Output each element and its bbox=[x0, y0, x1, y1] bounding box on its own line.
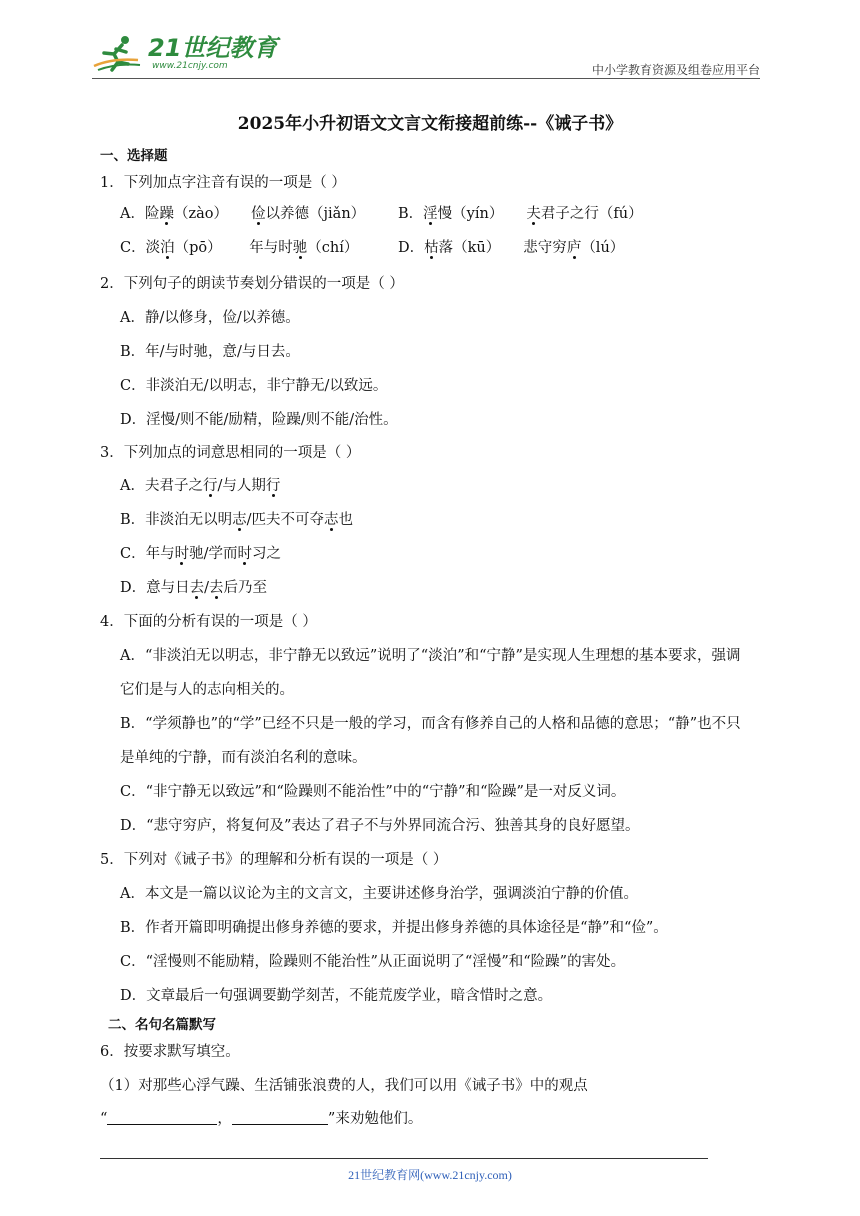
question-4-stem: 4．下面的分析有误的一项是（ ） bbox=[100, 614, 317, 630]
q1-option-d: D．枯落（kū） 悲守穷庐（lú） bbox=[398, 240, 625, 256]
q3-option-d: D．意与日去/去后乃至 bbox=[120, 580, 268, 596]
question-6-stem: 6．按要求默写填空。 bbox=[100, 1044, 240, 1060]
q2-option-d: D．淫慢/则不能/励精，险躁/则不能/治性。 bbox=[120, 412, 398, 428]
q4-option-d: D．“悲守穷庐，将复何及”表达了君子不与外界同流合污、独善其身的良好愿望。 bbox=[120, 818, 640, 834]
q6-part1-answer-line bbox=[100, 1108, 422, 1130]
q3-option-a: A．夫君子之行/与人期行 bbox=[120, 478, 281, 494]
q4-option-c: C．“非宁静无以致远”和“险躁则不能治性”中的“宁静”和“险躁”是一对反义词。 bbox=[120, 784, 626, 800]
q4-option-b-line2: 是单纯的宁静，而有淡泊名利的意味。 bbox=[120, 750, 367, 766]
q3-option-b: B．非淡泊无以明志/匹夫不可夺志也 bbox=[120, 512, 354, 528]
q2-option-c: C．非淡泊无/以明志，非宁静无/以致远。 bbox=[120, 378, 388, 394]
q5-option-b: B．作者开篇即明确提出修身养德的要求，并提出修身养德的具体途径是“静”和“俭”。 bbox=[120, 920, 668, 936]
logo-text: 21世纪教育 bbox=[148, 34, 278, 62]
comma: ， bbox=[217, 1111, 232, 1127]
q6-part1-prompt: （1）对那些心浮气躁、生活铺张浪费的人，我们可以用《诫子书》中的观点 bbox=[100, 1078, 588, 1094]
q1-option-c: C．淡泊（pō） 年与时驰（chí） bbox=[120, 240, 359, 256]
q4-option-a-line2: 它们是与人的志向相关的。 bbox=[120, 682, 294, 698]
footer-link[interactable]: 21世纪教育网(www.21cnjy.com) bbox=[348, 1168, 512, 1182]
question-1-stem: 1．下列加点字注音有误的一项是（ ） bbox=[100, 175, 346, 191]
q5-option-a: A．本文是一篇以议论为主的文言文，主要讲述修身治学，强调淡泊宁静的价值。 bbox=[120, 886, 638, 902]
q1-option-a: A．险躁（zào） 俭以养德（jiǎn） bbox=[120, 206, 366, 222]
footer-divider bbox=[100, 1158, 708, 1159]
q3-option-c: C．年与时驰/学而时习之 bbox=[120, 546, 281, 562]
question-2-stem: 2．下列句子的朗读节奏划分错误的一项是（ ） bbox=[100, 276, 404, 292]
logo-url: www.21cnjy.com bbox=[152, 61, 228, 71]
page-header bbox=[92, 30, 760, 80]
q4-option-a-line1: A．“非淡泊无以明志，非宁静无以致远”说明了“淡泊”和“宁静”是实现人生理想的基本要求，强调 bbox=[120, 648, 741, 664]
section-heading-choice: 一、选择题 bbox=[100, 148, 168, 164]
answer-blank-1[interactable] bbox=[107, 1108, 217, 1125]
close-quote-tail: ”来劝勉他们。 bbox=[327, 1111, 423, 1127]
header-divider bbox=[92, 78, 760, 79]
question-3-stem: 3．下列加点的词意思相同的一项是（ ） bbox=[100, 445, 361, 461]
q5-option-c: C．“淫慢则不能励精，险躁则不能治性”从正面说明了“淫慢”和“险躁”的害处。 bbox=[120, 954, 626, 970]
question-5-stem: 5．下列对《诫子书》的理解和分析有误的一项是（ ） bbox=[100, 852, 448, 868]
q5-option-d: D．文章最后一句强调要勤学刻苦，不能荒废学业，暗含惜时之意。 bbox=[120, 988, 553, 1004]
page-title: 2025年小升初语文文言文衔接超前练--《诫子书》 bbox=[237, 114, 623, 134]
runner-logo-icon bbox=[92, 34, 142, 74]
q4-option-b-line1: B．“学须静也”的“学”已经不只是一般的学习，而含有修养自己的人格和品德的意思；“静”也不只 bbox=[120, 716, 741, 732]
section-heading-recitation: 二、名句名篇默写 bbox=[108, 1017, 216, 1033]
q2-option-b: B．年/与时驰，意/与日去。 bbox=[120, 344, 300, 360]
answer-blank-2[interactable] bbox=[232, 1108, 328, 1125]
open-quote: “ bbox=[100, 1111, 108, 1127]
q1-option-b: B．淫慢（yín） 夫君子之行（fú） bbox=[398, 206, 643, 222]
q2-option-a: A．静/以修身，俭/以养德。 bbox=[120, 310, 300, 326]
platform-label: 中小学教育资源及组卷应用平台 bbox=[591, 63, 760, 77]
site-logo[interactable] bbox=[92, 34, 277, 74]
